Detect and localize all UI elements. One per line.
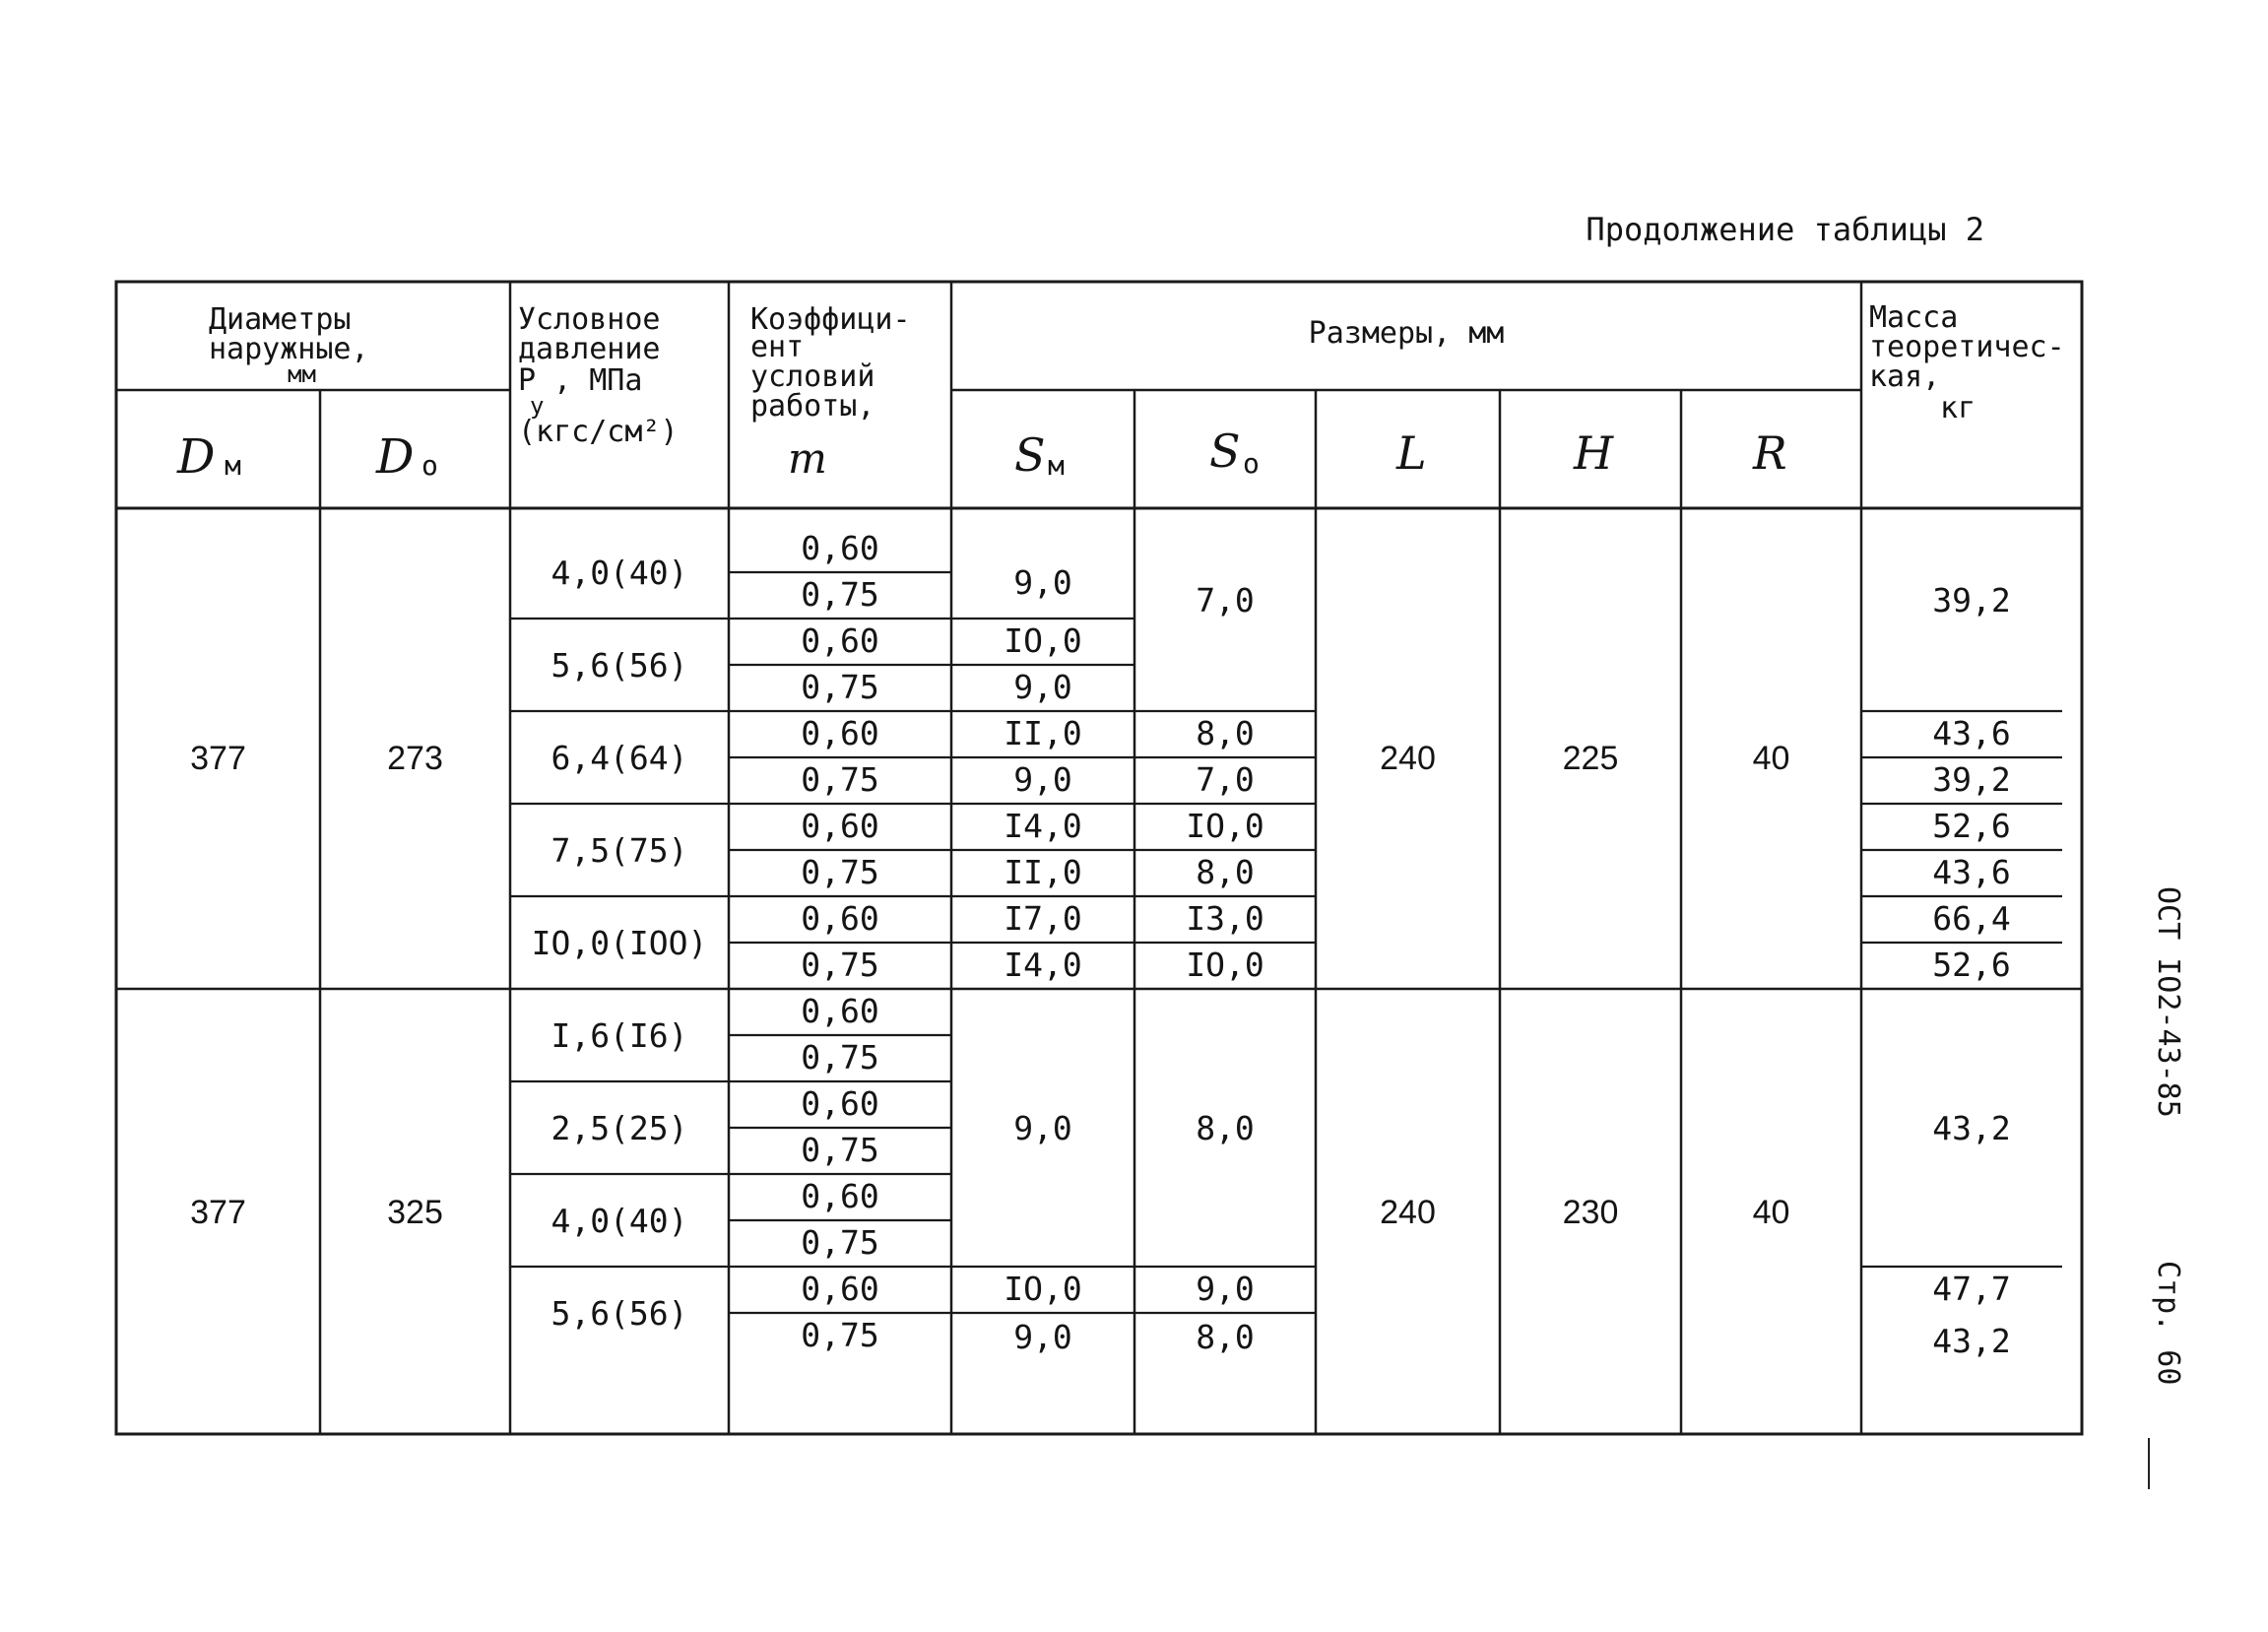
cell-dm: 377	[190, 1194, 246, 1231]
cell-so: 8,0	[1196, 1109, 1255, 1147]
cell-mass: 52,6	[1932, 946, 2011, 984]
so-subscript: о	[1243, 447, 1260, 480]
coef-line-4: работы,	[750, 389, 875, 424]
cell-mass: 66,4	[1932, 899, 2011, 938]
diameters-line-1: Диаметры	[209, 302, 352, 337]
cell-so: 8,0	[1196, 1318, 1255, 1356]
coef-line-3: условий	[750, 359, 875, 394]
cell-m: 0,75	[801, 760, 879, 799]
pressure-line-2: давление	[518, 332, 661, 366]
table-caption: Продолжение таблицы 2	[1586, 211, 1984, 248]
cell-m: 0,75	[801, 668, 879, 706]
cell-so: 7,0	[1196, 581, 1255, 620]
mass-line-2: теоретичес-	[1869, 330, 2065, 364]
cell-so: 8,0	[1196, 714, 1255, 752]
cell-sm: 9,0	[1013, 668, 1072, 706]
cell-sm: 9,0	[1013, 563, 1072, 602]
mass-line-3: кая,	[1869, 359, 1941, 394]
do-symbol: D	[376, 429, 415, 485]
cell-pressure: 5,6(56)	[551, 646, 688, 685]
diameters-line-3: мм	[288, 360, 316, 388]
header-l: L	[1396, 426, 1427, 480]
cell-mass: 39,2	[1932, 760, 2011, 799]
cell-h: 230	[1562, 1194, 1619, 1231]
header-sm	[1014, 428, 1065, 482]
cell-r: 40	[1752, 740, 1790, 777]
cell-m: 0,75	[801, 1038, 879, 1077]
cell-sm: I4,0	[1004, 807, 1082, 845]
diameters-line-2: наружные,	[209, 332, 369, 366]
cell-m: 0,60	[801, 529, 879, 567]
doc-code-text: ОСТ IO2-43-85	[2151, 886, 2185, 1118]
header-sizes: Размеры, мм	[1308, 316, 1505, 351]
cell-mass: 47,7	[1932, 1270, 2011, 1308]
cell-sm: I4,0	[1004, 946, 1082, 984]
cell-pressure: 2,5(25)	[551, 1109, 688, 1147]
cell-m: 0,75	[801, 1223, 879, 1262]
so-symbol: S	[1209, 424, 1241, 478]
header-pressure	[518, 302, 679, 449]
table-body-cells	[190, 529, 2011, 1360]
header-coefficient	[750, 302, 911, 483]
coef-line-1: Коэффици-	[750, 302, 911, 337]
cell-so: IO,0	[1186, 807, 1264, 845]
cell-m: 0,60	[801, 899, 879, 938]
header-do	[375, 429, 438, 485]
cell-m: 0,75	[801, 946, 879, 984]
coef-line-2: ент	[750, 330, 805, 364]
header-h: H	[1574, 426, 1614, 480]
header-mass	[1869, 300, 2065, 425]
cell-l: 240	[1380, 740, 1436, 777]
cell-mass: 43,6	[1932, 853, 2011, 891]
cell-m: 0,60	[801, 992, 879, 1030]
sm-symbol: S	[1014, 428, 1046, 482]
cell-sm: 9,0	[1013, 1318, 1072, 1356]
cell-sm: II,0	[1004, 714, 1082, 752]
cell-so: 7,0	[1196, 760, 1255, 799]
cell-mass: 52,6	[1932, 807, 2011, 845]
cell-do: 325	[387, 1194, 443, 1231]
cell-pressure: 7,5(75)	[551, 831, 688, 870]
cell-h: 225	[1562, 740, 1619, 777]
cell-mass: 43,6	[1932, 714, 2011, 752]
cell-m: 0,75	[801, 1131, 879, 1169]
cell-pressure: I,6(I6)	[551, 1016, 688, 1055]
cell-m: 0,60	[801, 807, 879, 845]
cell-mass: 39,2	[1932, 581, 2011, 620]
page-label-text: Стр. 60	[2151, 1261, 2185, 1386]
cell-m: 0,60	[801, 1270, 879, 1308]
dm-subscript: м	[225, 449, 241, 482]
cell-l: 240	[1380, 1194, 1436, 1231]
cell-sm: 9,0	[1013, 760, 1072, 799]
cell-sm: II,0	[1004, 853, 1082, 891]
cell-pressure: IO,0(IOO)	[531, 924, 708, 962]
cell-m: 0,75	[801, 575, 879, 614]
side-document-code	[2149, 886, 2185, 1489]
cell-r: 40	[1752, 1194, 1790, 1231]
cell-dm: 377	[190, 740, 246, 777]
mass-line-4: кг	[1940, 391, 1976, 425]
cell-pressure: 4,0(40)	[551, 1202, 688, 1240]
cell-sm: IO,0	[1004, 1270, 1082, 1308]
cell-pressure: 5,6(56)	[551, 1294, 688, 1333]
cell-m: 0,75	[801, 853, 879, 891]
header-r: R	[1753, 426, 1787, 480]
cell-m: 0,60	[801, 621, 879, 660]
header-dm	[176, 429, 241, 485]
pressure-line-3: P , МПа	[518, 363, 643, 398]
header-diameters	[209, 302, 369, 388]
cell-so: I3,0	[1186, 899, 1264, 938]
cell-mass: 43,2	[1932, 1322, 2011, 1360]
pressure-line-4: у	[530, 392, 545, 420]
cell-m: 0,60	[801, 714, 879, 752]
pressure-line-5: (кгс/см²)	[518, 415, 679, 449]
pressure-line-1: Условное	[518, 302, 661, 337]
mass-line-1: Масса	[1869, 300, 1959, 335]
cell-do: 273	[387, 740, 443, 777]
coef-symbol: m	[788, 434, 827, 483]
cell-m: 0,60	[801, 1084, 879, 1123]
cell-sm: IO,0	[1004, 621, 1082, 660]
cell-sm: 9,0	[1013, 1109, 1072, 1147]
cell-so: 9,0	[1196, 1270, 1255, 1308]
cell-so: IO,0	[1186, 946, 1264, 984]
cell-m: 0,60	[801, 1177, 879, 1215]
cell-pressure: 6,4(64)	[551, 739, 688, 777]
cell-sm: I7,0	[1004, 899, 1082, 938]
header-so	[1209, 424, 1260, 480]
cell-pressure: 4,0(40)	[551, 554, 688, 592]
cell-mass: 43,2	[1932, 1109, 2011, 1147]
dm-symbol: D	[177, 429, 216, 485]
cell-so: 8,0	[1196, 853, 1255, 891]
sm-subscript: м	[1048, 449, 1065, 482]
do-subscript: о	[421, 449, 438, 482]
cell-m: 0,75	[801, 1316, 879, 1354]
